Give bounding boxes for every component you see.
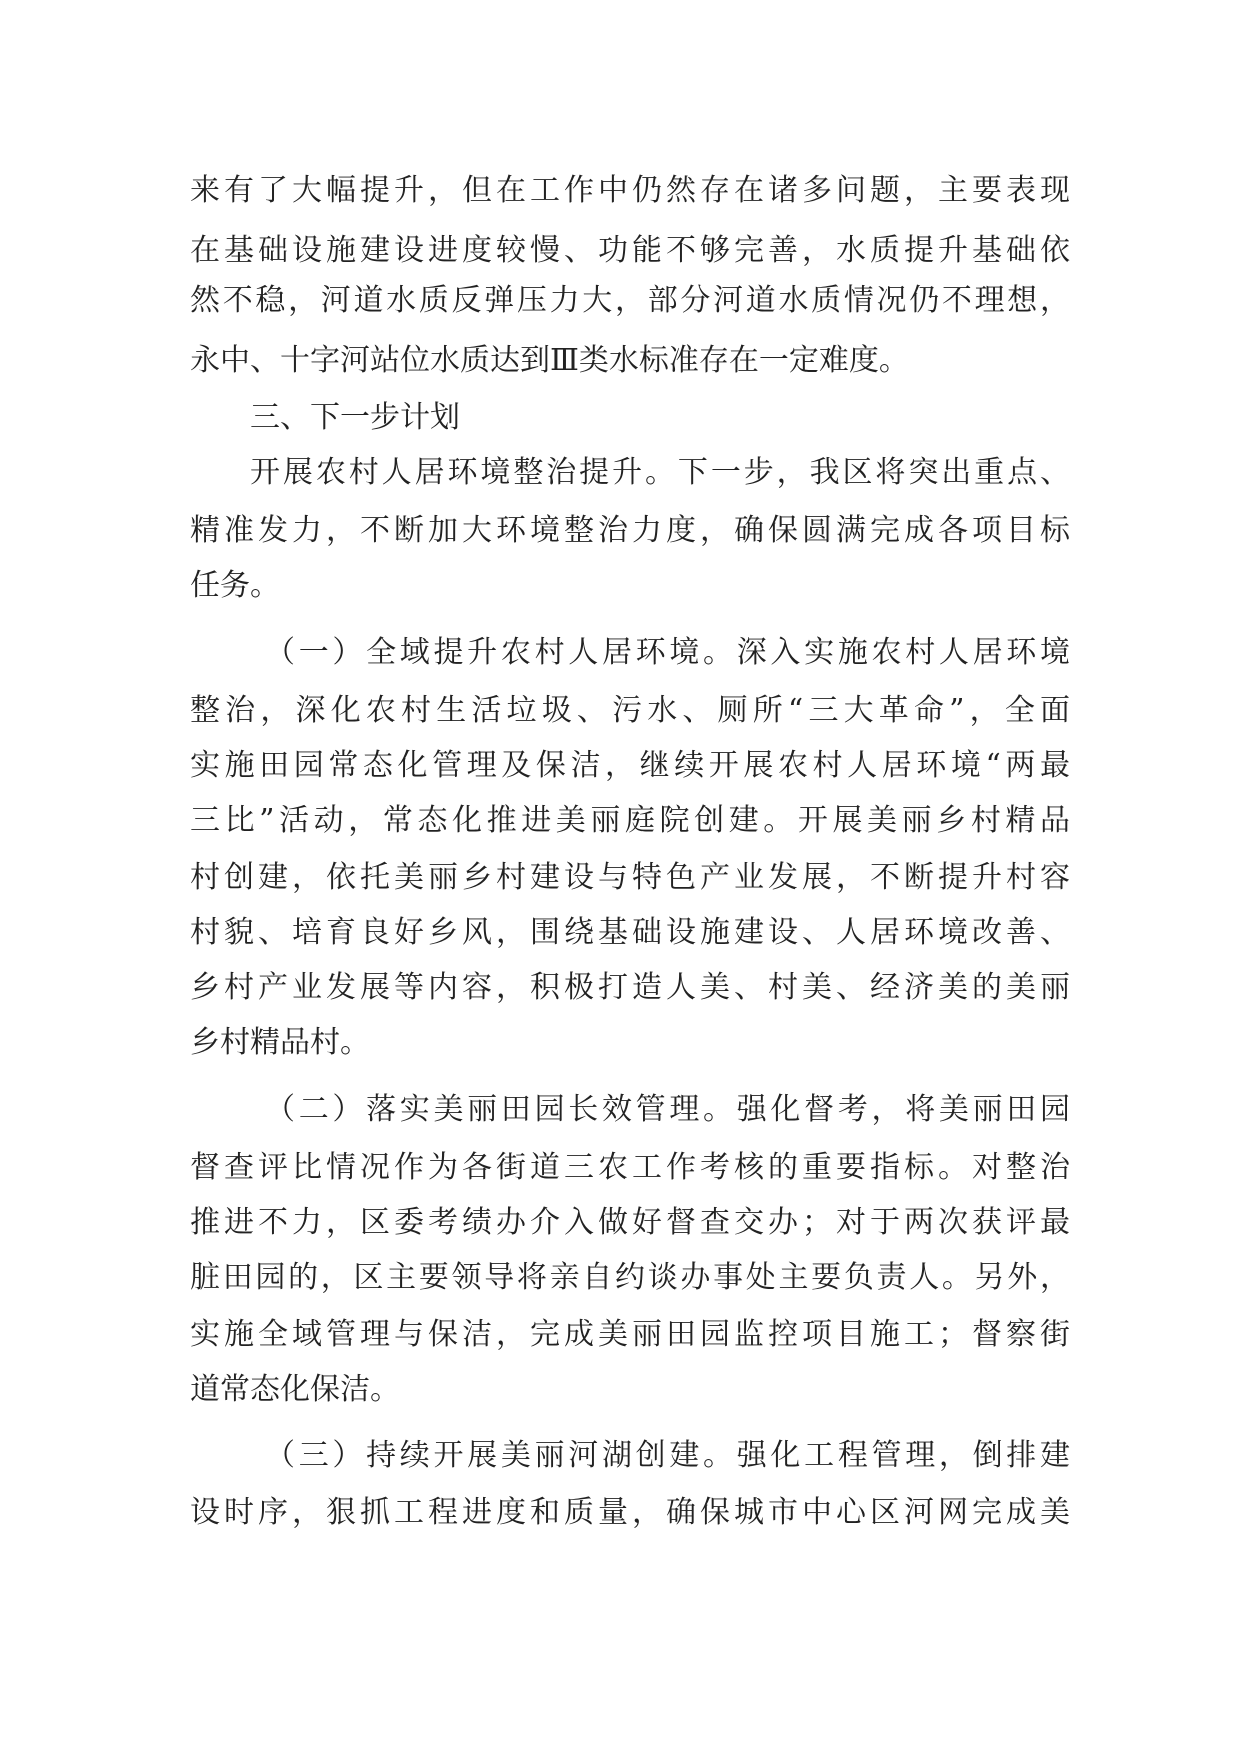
paragraph-line: 精准发力，不断加大环境整治力度，确保圆满完成各项目标 <box>190 513 1070 548</box>
section-heading: 三、下一步计划 <box>250 400 460 435</box>
paragraph-line: 在基础设施建设进度较慢、功能不够完善，水质提升基础依 <box>190 233 1070 268</box>
paragraph-line: 督查评比情况作为各街道三农工作考核的重要指标。对整治 <box>190 1150 1070 1185</box>
paragraph-line: 永中、十字河站位水质达到Ⅲ类水标准存在一定难度。 <box>190 343 909 378</box>
subsection-line: （一）全域提升农村人居环境。深入实施农村人居环境 <box>265 635 1070 670</box>
paragraph-line: 设时序，狠抓工程进度和质量，确保城市中心区河网完成美 <box>190 1495 1070 1530</box>
paragraph-line: 乡村精品村。 <box>190 1025 370 1060</box>
paragraph-line: 道常态化保洁。 <box>190 1372 400 1407</box>
subsection-line: （二）落实美丽田园长效管理。强化督考，将美丽田园 <box>265 1092 1070 1127</box>
paragraph-line: 脏田园的，区主要领导将亲自约谈办事处主要负责人。另外， <box>190 1260 1070 1295</box>
paragraph-line: 开展农村人居环境整治提升。下一步，我区将突出重点、 <box>250 455 1070 490</box>
paragraph-line: 来有了大幅提升，但在工作中仍然存在诸多问题，主要表现 <box>190 173 1070 208</box>
paragraph-line: 然不稳，河道水质反弹压力大，部分河道水质情况仍不理想， <box>190 283 1070 318</box>
paragraph-line: 乡村产业发展等内容，积极打造人美、村美、经济美的美丽 <box>190 970 1070 1005</box>
paragraph-line: 任务。 <box>190 568 280 603</box>
paragraph-line: 实施全域管理与保洁，完成美丽田园监控项目施工；督察街 <box>190 1317 1070 1352</box>
subsection-line: （三）持续开展美丽河湖创建。强化工程管理，倒排建 <box>265 1438 1070 1473</box>
paragraph-line: 整治，深化农村生活垃圾、污水、厕所“三大革命”，全面 <box>190 693 1070 728</box>
paragraph-line: 实施田园常态化管理及保洁，继续开展农村人居环境“两最 <box>190 748 1070 783</box>
paragraph-line: 村创建，依托美丽乡村建设与特色产业发展，不断提升村容 <box>190 860 1070 895</box>
paragraph-line: 推进不力，区委考绩办介入做好督查交办；对于两次获评最 <box>190 1205 1070 1240</box>
paragraph-line: 三比”活动，常态化推进美丽庭院创建。开展美丽乡村精品 <box>190 803 1070 838</box>
paragraph-line: 村貌、培育良好乡风，围绕基础设施建设、人居环境改善、 <box>190 915 1070 950</box>
